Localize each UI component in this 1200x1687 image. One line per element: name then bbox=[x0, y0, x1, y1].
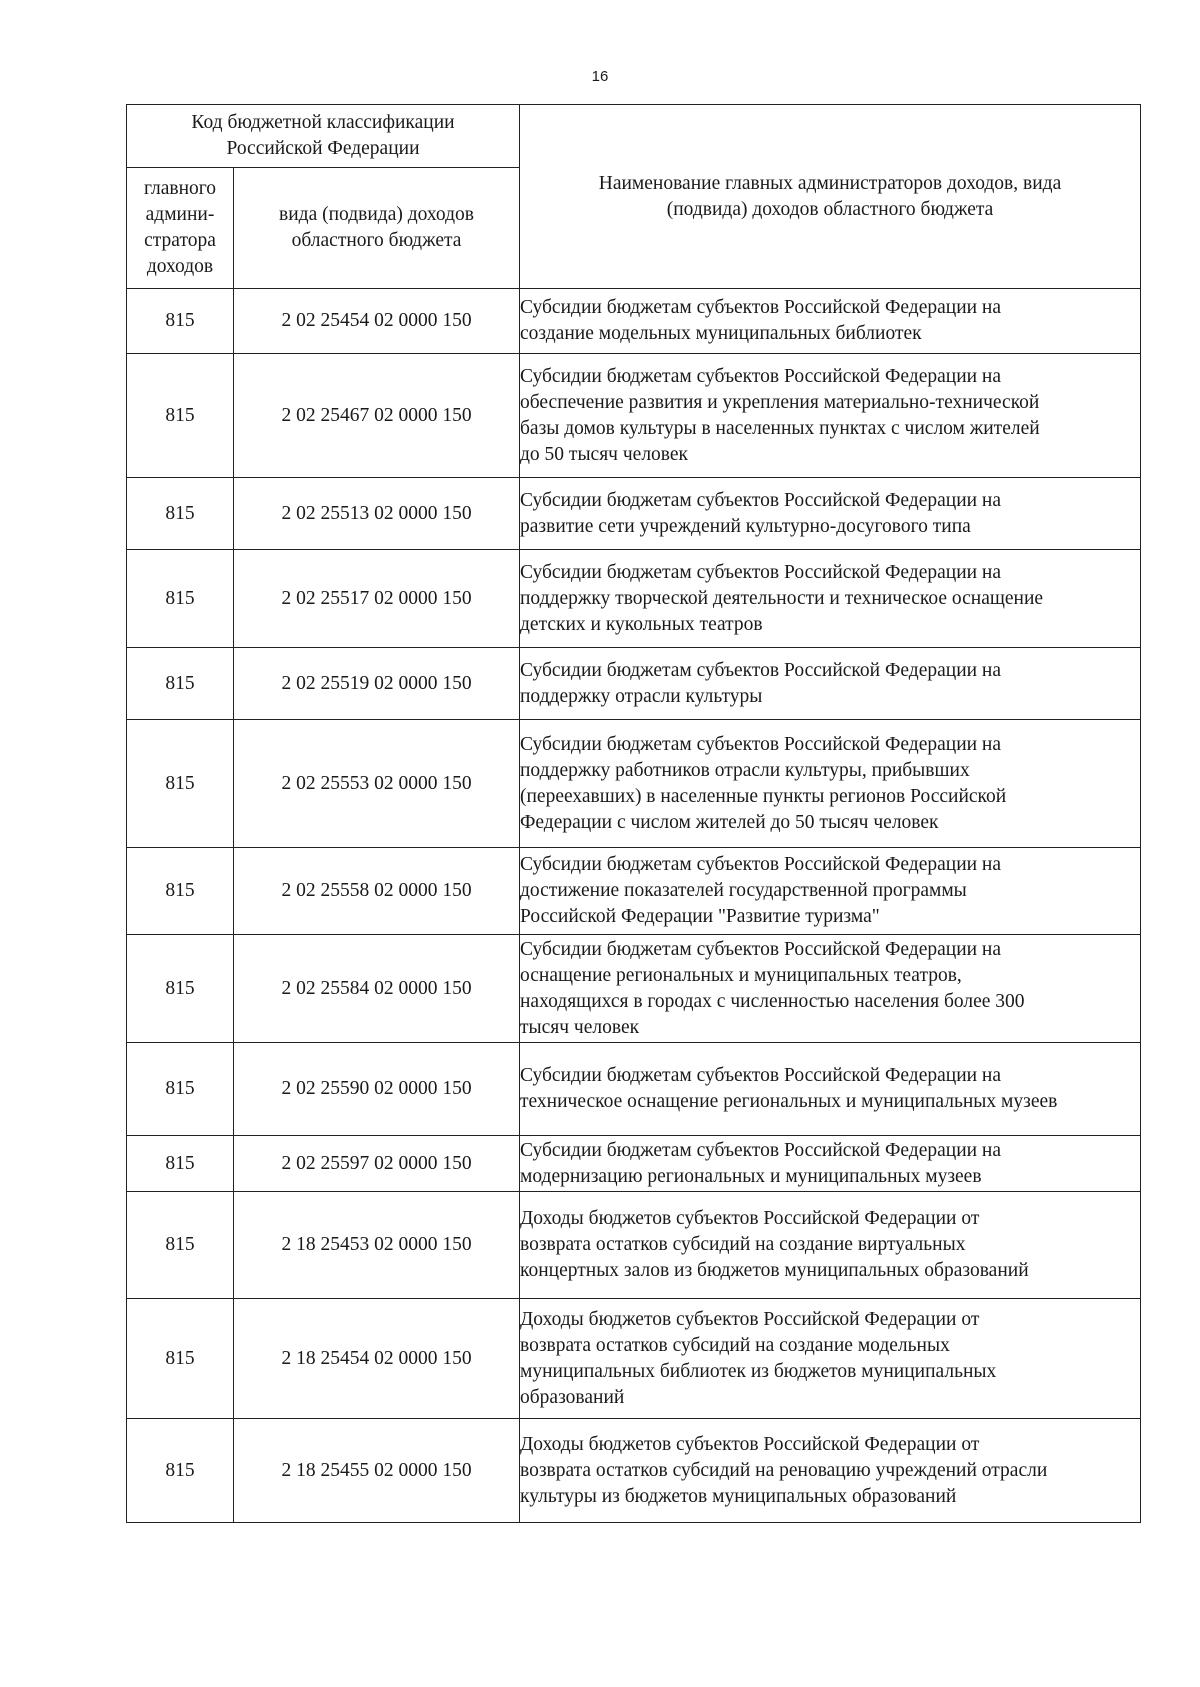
header-name-column bbox=[520, 105, 1141, 289]
admin-code-cell: 815 bbox=[127, 550, 234, 648]
income-code-cell: 2 02 25558 02 0000 150 bbox=[234, 848, 520, 935]
income-name-cell bbox=[520, 935, 1141, 1043]
admin-code-cell: 815 bbox=[127, 848, 234, 935]
admin-code-cell: 815 bbox=[127, 1192, 234, 1299]
income-name-cell bbox=[520, 1299, 1141, 1419]
admin-code-cell: 815 bbox=[127, 720, 234, 848]
income-name-line: до 50 тысяч человек bbox=[520, 443, 689, 465]
table-row bbox=[127, 648, 1141, 720]
header-classification-line2: Российской Федерации bbox=[226, 138, 420, 159]
income-code-cell: 2 02 25519 02 0000 150 bbox=[234, 648, 520, 720]
header-classification-code bbox=[127, 105, 520, 168]
income-name-line: поддержку творческой деятельности и техническое оснащение bbox=[520, 587, 1044, 609]
income-code-cell: 2 02 25454 02 0000 150 bbox=[234, 289, 520, 354]
header-code-line: областного бюджета bbox=[291, 230, 462, 251]
admin-code-cell: 815 bbox=[127, 1299, 234, 1419]
income-name-cell bbox=[520, 550, 1141, 648]
income-name-cell bbox=[520, 720, 1141, 848]
income-name-line: Субсидии бюджетам субъектов Российской Федерации на bbox=[520, 1065, 1002, 1086]
income-name-line: базы домов культуры в населенных пунктах с числом жителей bbox=[520, 417, 1040, 439]
table-row bbox=[127, 354, 1141, 478]
header-admin-line: доходов bbox=[146, 256, 214, 277]
income-code-cell: 2 18 25455 02 0000 150 bbox=[234, 1419, 520, 1523]
income-name-line: Субсидии бюджетам субъектов Российской Федерации на bbox=[520, 733, 1002, 755]
income-name-line: Субсидии бюджетам субъектов Российской Федерации на bbox=[520, 297, 1002, 318]
income-name-line: достижение показателей государственной программы bbox=[520, 880, 967, 901]
income-name-line: тысяч человек bbox=[520, 1016, 640, 1038]
income-name-line: Доходы бюджетов субъектов Российской Федерации от bbox=[520, 1433, 980, 1455]
income-name-cell bbox=[520, 354, 1141, 478]
income-name-line: модернизацию региональных и муниципальных музеев bbox=[520, 1165, 982, 1187]
header-admin-line: стратора bbox=[144, 230, 216, 251]
income-name-line: Субсидии бюджетам субъектов Российской Федерации на bbox=[520, 938, 1002, 960]
income-name-line: поддержку работников отрасли культуры, прибывших bbox=[520, 759, 970, 781]
income-name-line: Субсидии бюджетам субъектов Российской Федерации на bbox=[520, 561, 1002, 583]
income-name-line: возврата остатков субсидий на реновацию учреждений отрасли bbox=[520, 1459, 1048, 1481]
income-name-line: Субсидии бюджетам субъектов Российской Федерации на bbox=[520, 854, 1002, 875]
header-row-top bbox=[127, 105, 1141, 168]
income-code-cell: 2 02 25553 02 0000 150 bbox=[234, 720, 520, 848]
admin-code-cell: 815 bbox=[127, 1419, 234, 1523]
header-classification-line1: Код бюджетной классификации bbox=[191, 112, 455, 133]
income-code-cell: 2 02 25467 02 0000 150 bbox=[234, 354, 520, 478]
header-code-line: вида (подвида) доходов bbox=[279, 204, 474, 225]
table-row bbox=[127, 1299, 1141, 1419]
income-name-line: Субсидии бюджетам субъектов Российской Федерации на bbox=[520, 1139, 1002, 1161]
admin-code-cell: 815 bbox=[127, 289, 234, 354]
income-name-line: поддержку отрасли культуры bbox=[520, 685, 763, 707]
admin-code-cell: 815 bbox=[127, 478, 234, 550]
table-row bbox=[127, 1136, 1141, 1192]
income-name-line: муниципальных библиотек из бюджетов муниципальных bbox=[520, 1360, 997, 1382]
table-row bbox=[127, 1043, 1141, 1136]
income-name-line: Доходы бюджетов субъектов Российской Федерации от bbox=[520, 1308, 980, 1330]
income-name-line: Доходы бюджетов субъектов Российской Федерации от bbox=[520, 1208, 980, 1229]
header-code-column bbox=[234, 168, 520, 289]
income-name-line: обеспечение развития и укрепления материально-технической bbox=[520, 391, 1040, 413]
header-name-line2: (подвида) доходов областного бюджета bbox=[666, 198, 994, 220]
income-code-cell: 2 18 25454 02 0000 150 bbox=[234, 1299, 520, 1419]
income-name-cell bbox=[520, 1043, 1141, 1136]
income-name-line: Субсидии бюджетам субъектов Российской Федерации на bbox=[520, 365, 1002, 387]
income-name-line: оснащение региональных и муниципальных театров, bbox=[520, 964, 962, 986]
income-code-cell: 2 02 25513 02 0000 150 bbox=[234, 478, 520, 550]
budget-classification-table bbox=[126, 104, 1141, 1523]
admin-code-cell: 815 bbox=[127, 1136, 234, 1192]
header-admin-line: админи- bbox=[145, 204, 215, 225]
admin-code-cell: 815 bbox=[127, 1043, 234, 1136]
admin-code-cell: 815 bbox=[127, 648, 234, 720]
page-number: 16 bbox=[591, 68, 609, 85]
income-code-cell: 2 02 25584 02 0000 150 bbox=[234, 935, 520, 1043]
table-row bbox=[127, 848, 1141, 935]
income-name-line: концертных залов из бюджетов муниципальных образований bbox=[520, 1260, 1029, 1281]
income-name-cell bbox=[520, 1192, 1141, 1299]
income-name-cell bbox=[520, 648, 1141, 720]
income-code-cell: 2 02 25597 02 0000 150 bbox=[234, 1136, 520, 1192]
income-name-line: создание модельных муниципальных библиотек bbox=[520, 323, 922, 344]
income-name-line: (переехавших) в населенные пункты регионов Российской bbox=[520, 785, 1007, 807]
income-name-line: Российской Федерации "Развитие туризма" bbox=[520, 906, 880, 927]
table-row bbox=[127, 550, 1141, 648]
income-name-cell bbox=[520, 478, 1141, 550]
admin-code-cell: 815 bbox=[127, 935, 234, 1043]
header-admin-column bbox=[127, 168, 234, 289]
income-name-line: возврата остатков субсидий на создание виртуальных bbox=[520, 1234, 966, 1255]
income-name-line: Субсидии бюджетам субъектов Российской Федерации на bbox=[520, 489, 1002, 511]
table-row bbox=[127, 289, 1141, 354]
table-row bbox=[127, 478, 1141, 550]
income-name-cell bbox=[520, 848, 1141, 935]
income-code-cell: 2 02 25517 02 0000 150 bbox=[234, 550, 520, 648]
header-admin-line: главного bbox=[143, 178, 217, 199]
income-name-line: детских и кукольных театров bbox=[520, 613, 763, 635]
income-name-line: развитие сети учреждений культурно-досугового типа bbox=[520, 515, 971, 537]
income-name-line: культуры из бюджетов муниципальных образований bbox=[520, 1485, 957, 1507]
table-row bbox=[127, 1192, 1141, 1299]
income-name-line: Федерации с числом жителей до 50 тысяч человек bbox=[520, 811, 939, 833]
admin-code-cell: 815 bbox=[127, 354, 234, 478]
income-name-line: Субсидии бюджетам субъектов Российской Федерации на bbox=[520, 659, 1002, 681]
income-name-line: техническое оснащение региональных и муниципальных музеев bbox=[520, 1091, 1058, 1112]
income-name-cell bbox=[520, 1419, 1141, 1523]
income-name-line: образований bbox=[520, 1386, 625, 1408]
table-row bbox=[127, 1419, 1141, 1523]
income-name-line: возврата остатков субсидий на создание модельных bbox=[520, 1334, 950, 1356]
income-name-cell bbox=[520, 1136, 1141, 1192]
income-name-cell bbox=[520, 289, 1141, 354]
income-code-cell: 2 18 25453 02 0000 150 bbox=[234, 1192, 520, 1299]
income-code-cell: 2 02 25590 02 0000 150 bbox=[234, 1043, 520, 1136]
table-row bbox=[127, 720, 1141, 848]
table-row bbox=[127, 935, 1141, 1043]
header-name-line1: Наименование главных администраторов доходов, вида bbox=[598, 172, 1062, 194]
income-name-line: находящихся в городах с численностью населения более 300 bbox=[520, 990, 1025, 1012]
table-body bbox=[127, 289, 1141, 1523]
